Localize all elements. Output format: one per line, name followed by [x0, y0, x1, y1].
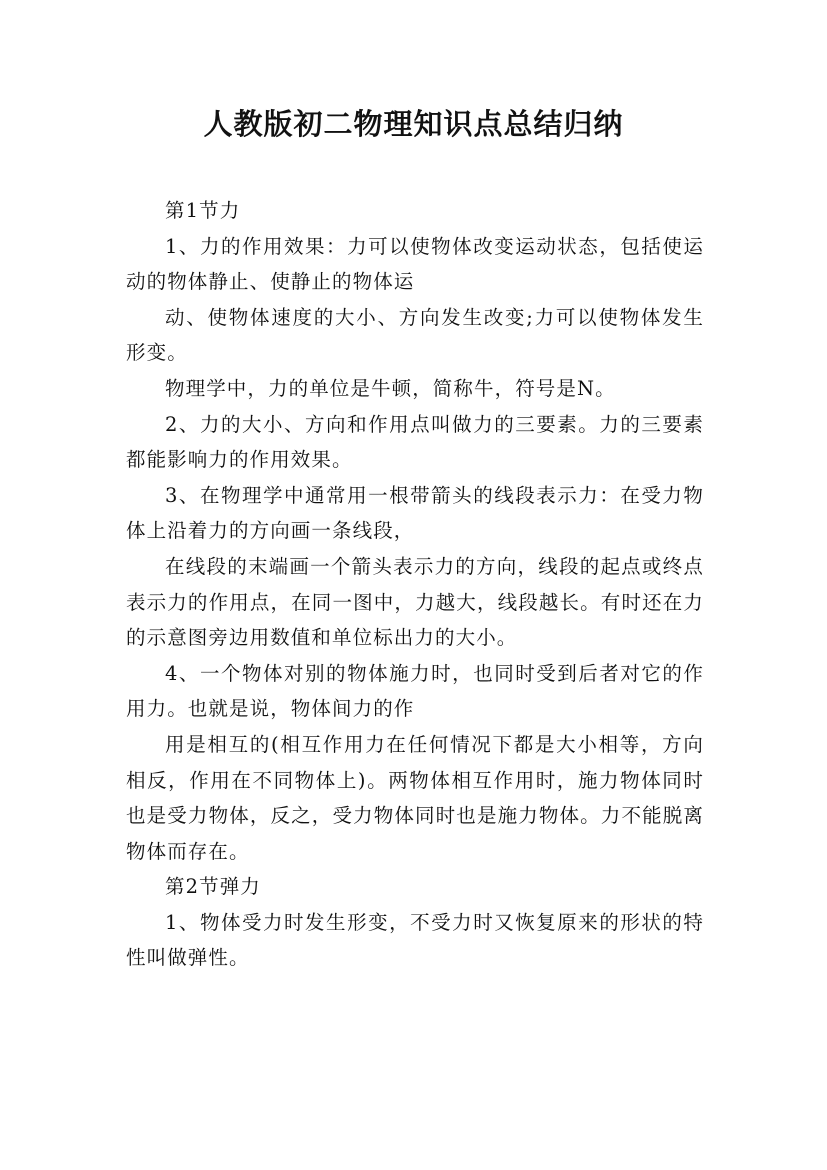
- paragraph: 在线段的末端画一个箭头表示力的方向，线段的起点或终点表示力的作用点，在同一图中，力越大，线段越长。有时还在力的示意图旁边用数值和单位标出力的大小。: [126, 554, 704, 650]
- paragraph: 1、物体受力时发生形变，不受力时又恢复原来的形状的特性叫做弹性。: [126, 910, 704, 970]
- paragraph: 动、使物体速度的大小、方向发生改变;力可以使物体发生形变。: [126, 305, 704, 365]
- paragraph: 4、一个物体对别的物体施力时，也同时受到后者对它的作用力。也就是说，物体间力的作: [126, 661, 704, 721]
- paragraph: 用是相互的(相互作用力在任何情况下都是大小相等，方向相反，作用在不同物体上)。两物体相互作用时，施力物体同时也是受力物体，反之，受力物体同时也是施力物体。力不能脱离物体而存在。: [126, 732, 704, 863]
- section-heading: 第1节力: [165, 199, 241, 222]
- document-body: [126, 193, 704, 976]
- paragraph: 2、力的大小、方向和作用点叫做力的三要素。力的三要素都能影响力的作用效果。: [126, 412, 704, 472]
- paragraph: 1、力的作用效果：力可以使物体改变运动状态，包括使运动的物体静止、使静止的物体运: [126, 234, 704, 294]
- section-heading: 第2节弹力: [165, 875, 261, 899]
- paragraph: 3、在物理学中通常用一根带箭头的线段表示力：在受力物体上沿着力的方向画一条线段，: [126, 483, 704, 543]
- paragraph: 物理学中，力的单位是牛顿，简称牛，符号是N。: [165, 376, 616, 400]
- document-title: 人教版初二物理知识点总结归纳: [203, 107, 624, 141]
